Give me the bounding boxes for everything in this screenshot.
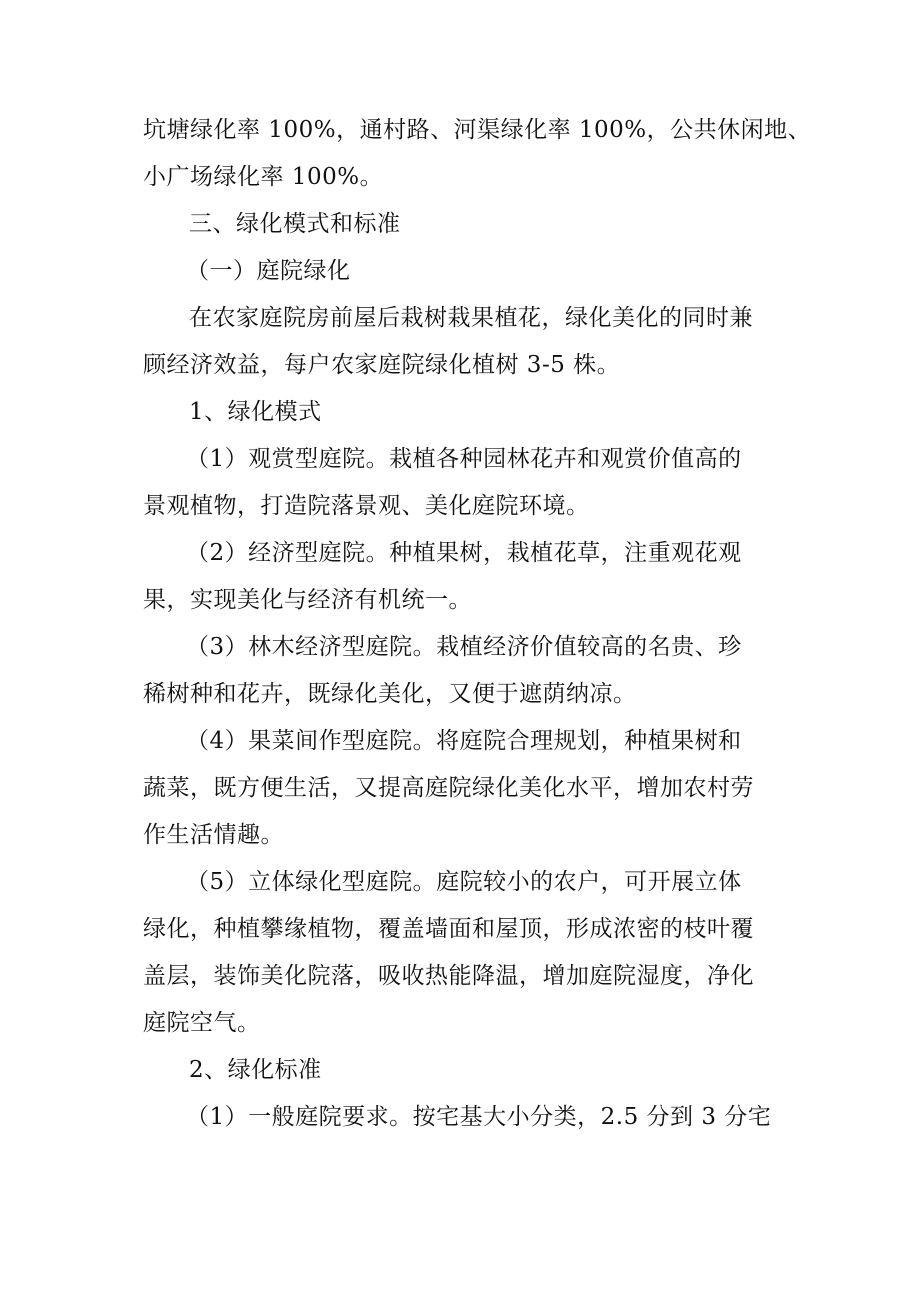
paragraph-first-line: （2）经济型庭院。种植果树，栽植花草，注重观花观 <box>186 540 742 566</box>
paragraph-first-line: （3）林木经济型庭院。栽植经济价值较高的名贵、珍 <box>186 634 742 660</box>
section-heading: 三、绿化模式和标准 <box>189 211 401 237</box>
body-text-line: 景观植物，打造院落景观、美化庭院环境。 <box>143 493 590 519</box>
item-heading: 1、绿化模式 <box>189 399 322 425</box>
body-text-line: 庭院空气。 <box>143 1010 261 1036</box>
body-text-line: 小广场绿化率 100%。 <box>143 164 384 190</box>
paragraph-first-line: （5）立体绿化型庭院。庭院较小的农户，可开展立体 <box>186 869 742 895</box>
body-text-line: 果，实现美化与经济有机统一。 <box>143 587 472 613</box>
body-text-line: 作生活情趣。 <box>143 822 284 848</box>
paragraph-first-line: （1）观赏型庭院。栽植各种园林花卉和观赏价值高的 <box>186 446 742 472</box>
paragraph-first-line: （4）果菜间作型庭院。将庭院合理规划，种植果树和 <box>186 728 742 754</box>
body-text-line: 顾经济效益，每户农家庭院绿化植树 3-5 株。 <box>143 352 621 378</box>
paragraph-first-line: 在农家庭院房前屋后栽树栽果植花，绿化美化的同时兼 <box>189 305 753 331</box>
subsection-heading: （一）庭院绿化 <box>186 258 351 284</box>
body-text-line: 绿化，种植攀缘植物，覆盖墙面和屋顶，形成浓密的枝叶覆 <box>143 916 754 942</box>
body-text-line: 坑塘绿化率 100%，通村路、河渠绿化率 100%，公共休闲地、 <box>143 117 812 143</box>
paragraph-first-line: （1）一般庭院要求。按宅基大小分类，2.5 分到 3 分宅 <box>186 1104 772 1130</box>
body-text-line: 稀树种和花卉，既绿化美化，又便于遮荫纳凉。 <box>143 681 637 707</box>
body-text-line: 蔬菜，既方便生活，又提高庭院绿化美化水平，增加农村劳 <box>143 775 754 801</box>
item-heading: 2、绿化标准 <box>189 1057 322 1083</box>
body-text-line: 盖层，装饰美化院落，吸收热能降温，增加庭院湿度，净化 <box>143 963 754 989</box>
